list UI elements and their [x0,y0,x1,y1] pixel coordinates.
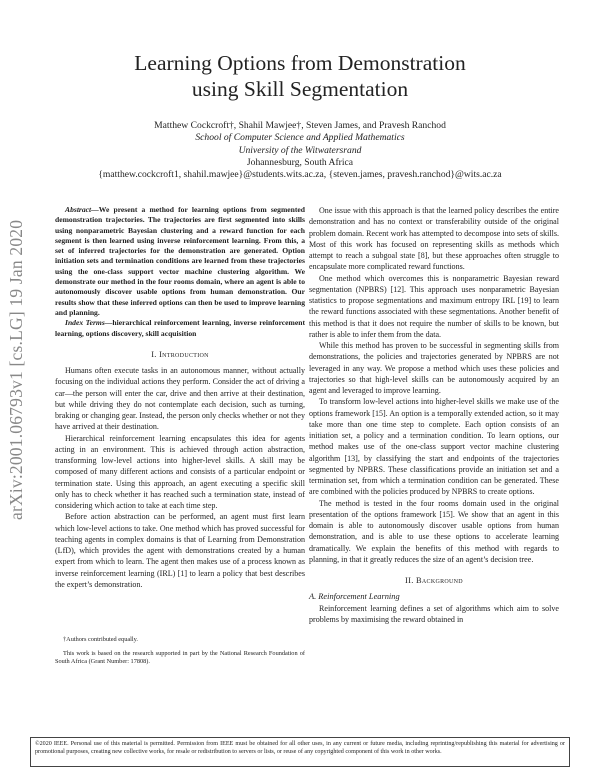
right-column [309,205,559,625]
right-paragraph-5: The method is tested in the four rooms domain used in the original presentation of the options framework [15]. We show that an agent in this domain is able to autonomously discover usable options from human demonstration, and is able to use these options to accelerate learning dramatically. We explain the benefits of this method with regards to planning, in that it greatly reduces the size of an agent’s decision tree. [309,498,559,564]
affiliation-school: School of Computer Science and Applied Mathematics [195,132,405,144]
title-line-1: Learning Options from Demonstration [134,51,466,75]
section-heading-background: II. Background [405,576,463,585]
footnote-funding: This work is based on the research supported in part by the National Research Foundation of South Africa (Grant Number: 17808). [55,649,305,666]
affiliation-university: University of the Witwatersrand [238,144,362,156]
right-paragraph-4: To transform low-level actions into higher-level skills we make use of the options framework [15]. An option is a temporally extended action, so it may take more than one time step to complete. Each option consists of an initiation set, a policy and a termination condition. To learn options, our method makes use of the one-class support vector machine clustering algorithm [13], by classifying the start and endpoints of the trajectories segmented by NPBRS. These classifications provide an initiation set and a termination set, from which a termination condition can be generated. These are combined with the policies produced by NPBRS to create options. [309,397,559,497]
subsection-heading-rl: A. Reinforcement Learning [309,592,400,602]
author-names: Matthew Cockcroft†, Shahil Mawjee†, Steven James, and Pravesh Ranchod [154,120,446,131]
author-block [0,120,600,181]
right-paragraph-3: While this method has proven to be successful in segmenting skills from demonstrations, the policies and trajectories generated by NPBRS are not leveraged in any way. We propose a method which uses these policies and trajectories so that high-level skills can be autonomously acquired by an agent and leveraged to improve learning. [309,341,559,395]
paper-title [0,50,600,102]
footnote-equal-contribution: †Authors contributed equally. [63,636,138,643]
author-emails: {matthew.cockcroft1, shahil.mawjee}@students.wits.ac.za, {steven.james, pravesh.ranchod}@wits.ac.za [98,169,502,181]
abstract-text: —We present a method for learning options from segmented demonstration trajectories. The trajectories are first segmented into skills using nonparametric Bayesian clustering and a reward function for each segment is then learned using inverse reinforcement learning. From this, a set of inferred trajectories for the demonstration are generated. Option initiation sets and termination conditions are learned from these trajectories using the one-class support vector machine clustering algorithm. We demonstrate our method in the four rooms domain, where an agent is able to autonomously discover usable options from human demonstration. Our results show that these inferred options can then be used to improve learning and planning. [55,205,305,317]
affiliation-location: Johannesburg, South Africa [246,156,354,168]
arxiv-stamp: arXiv:2001.06793v1 [cs.LG] 19 Jan 2020 [6,219,26,520]
right-paragraph-1: One issue with this approach is that the learned policy describes the entire demonstration and has no context or transferability outside of the original problem domain. Recent work has attempted to decompose into sets of skills. Most of this work has focused on representing skills as methods which attempt to reach a subgoal state [8], but these approaches often struggle to encapsulate more complicated reward functions. [309,206,559,272]
right-paragraph-2: One method which overcomes this is nonparametric Bayesian reward segmentation (NPBRS) [12]. This approach uses nonparametric Bayesian statistics to propose segmentations and maximum entropy IRL [19] to learn the reward functions associated with these segmentations. Another benefit of this method is that it does not require the number of skills to be known, but rather is able to infer them from the data. [309,273,559,339]
right-paragraph-last: Reinforcement learning defines a set of algorithms which aim to solve problems by maximising the reward obtained in [309,603,559,624]
left-column [55,205,305,590]
intro-paragraph-3: Before action abstraction can be performed, an agent must first learn which low-level actions to take. One method which has proved successful for teaching agents in complex domains is that of Learning from Demonstration (LfD), which provides the agent with demonstrations created by a human expert from which to learn. The agent then makes use of a process known as inverse reinforcement learning (IRL) [1] to learn a policy that best describes the expert’s demonstration. [55,512,305,589]
section-heading-introduction: I. Introduction [151,349,209,359]
intro-paragraph-1: Humans often execute tasks in an autonomous manner, without actually focusing on the individual actions they perform. Consider the act of driving a car—the person will enter the car, drive and then arrive at their destination, but while driving they do not contemplate each decision, such as turning, braking or changing gear. Instead, the person only checks whether or not they have arrived at their destination. [55,366,305,432]
index-terms-lead: Index Terms [65,318,105,328]
intro-paragraph-2: Hierarchical reinforcement learning encapsulates this idea for agents acting in an environment. This is achieved through action abstraction, transforming low-level actions into higher-level skills. A skill may be composed of many different actions and consists of a particular endpoint or termination state. Using this approach, an agent executing a specific skill only has to check whether it has reached such a termination state, instead of considering which action to take at each time step. [55,433,305,511]
footnotes [55,636,305,672]
index-terms [55,318,305,339]
index-terms-text: —hierarchical reinforcement learning, inverse reinforcement learning, options discovery, skill acquisition [55,318,305,338]
copyright-notice: ©2020 IEEE. Personal use of this material is permitted. Permission from IEEE must be obtained for all other uses, in any current or future media, including reprinting/republishing this material for advertising or promotional purposes, creating new collective works, for resale or redistribution to servers or lists, or reuse of any copyrighted component of this work in other works. [30,737,570,767]
title-line-2: using Skill Segmentation [191,77,409,101]
abstract-lead: Abstract [65,205,92,214]
abstract [55,205,305,318]
